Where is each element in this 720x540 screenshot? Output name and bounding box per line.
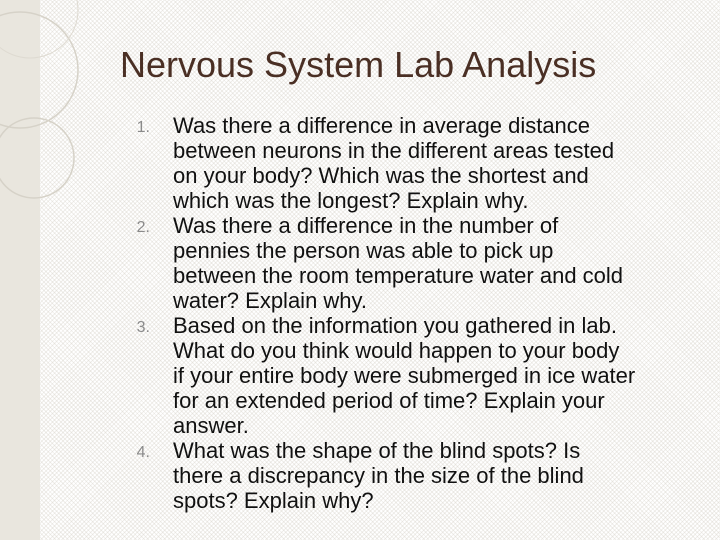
question-line: if your entire body were submerged in ice water xyxy=(173,363,636,388)
question-line: Was there a difference in the number of xyxy=(173,213,559,238)
question-number: 2. xyxy=(136,219,150,236)
question-number: 4. xyxy=(136,444,150,461)
question-line: Was there a difference in average distance xyxy=(173,113,591,138)
question-line: answer. xyxy=(173,413,249,438)
question-line: between neurons in the different areas tested xyxy=(173,138,615,163)
question-line: on your body? Which was the shortest and xyxy=(173,163,589,188)
question-line: there a discrepancy in the size of the blind xyxy=(173,463,584,488)
question-line: pennies the person was able to pick up xyxy=(173,238,554,263)
question-line: Based on the information you gathered in lab. xyxy=(173,313,617,338)
question-line: water? Explain why. xyxy=(173,288,368,313)
question-number: 1. xyxy=(136,119,150,136)
question-item xyxy=(120,313,720,438)
question-list xyxy=(120,113,720,513)
question-item xyxy=(120,438,720,513)
question-item xyxy=(120,213,720,313)
question-line: What do you think would happen to your body xyxy=(173,338,620,363)
slide-title: Nervous System Lab Analysis xyxy=(120,44,597,85)
question-line: for an extended period of time? Explain your xyxy=(173,388,605,413)
question-line: spots? Explain why? xyxy=(173,488,374,513)
question-line: which was the longest? Explain why. xyxy=(173,188,529,213)
question-number: 3. xyxy=(136,319,150,336)
question-line: between the room temperature water and cold xyxy=(173,263,624,288)
question-item xyxy=(120,113,720,213)
question-line: What was the shape of the blind spots? Is xyxy=(173,438,581,463)
decorative-circles xyxy=(0,0,140,280)
